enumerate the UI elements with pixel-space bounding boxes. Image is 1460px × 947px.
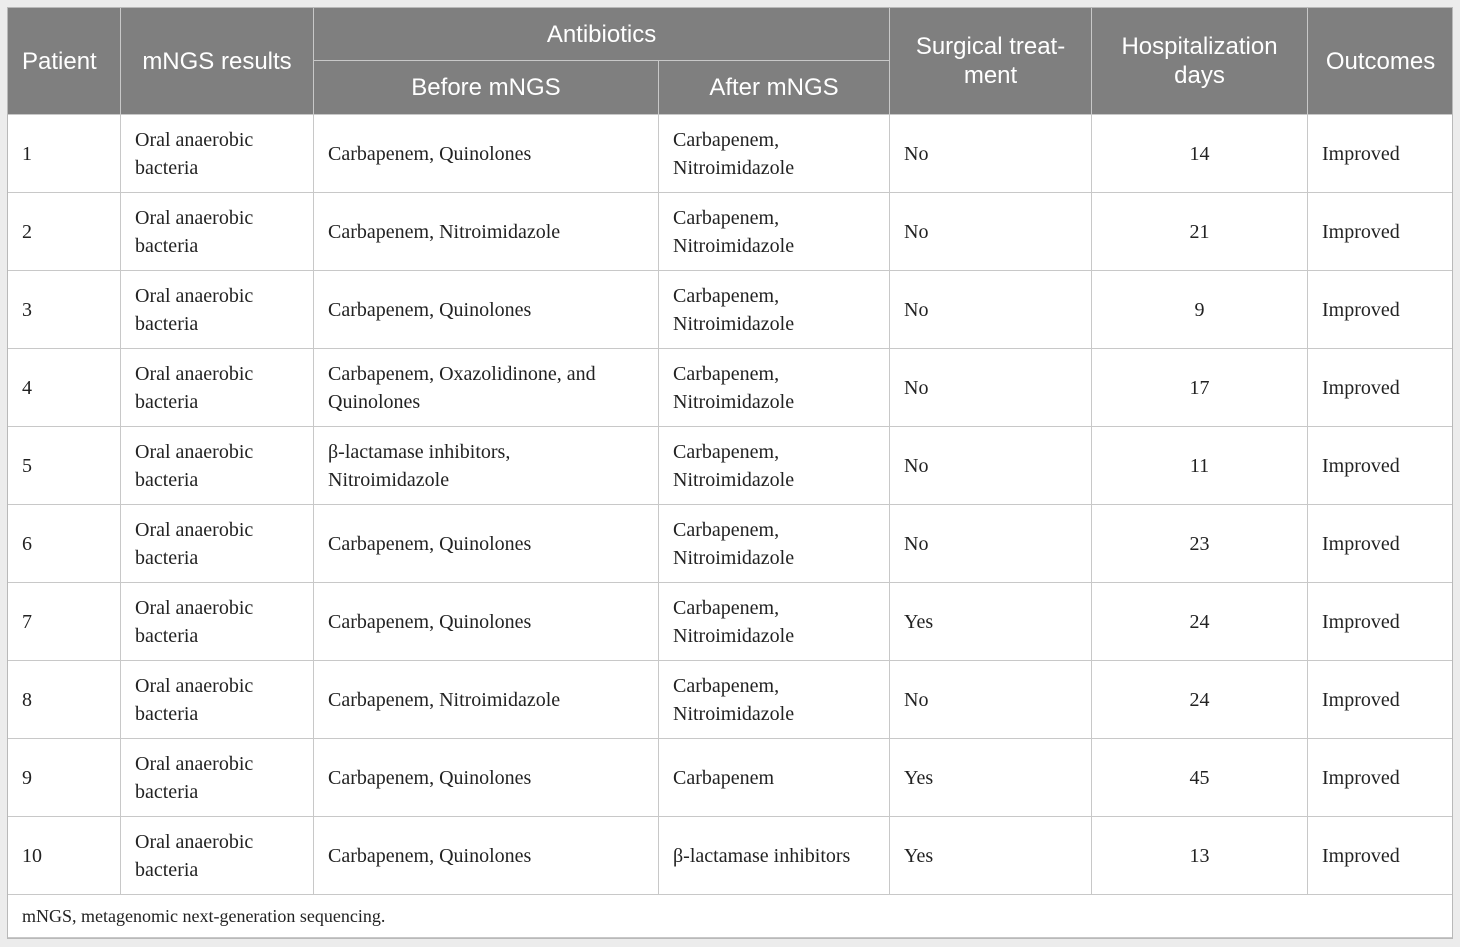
cell-surgical-treatment [890,349,1092,427]
cell-after-mngs-text: Carbapenem, [673,284,780,307]
cell-outcome-text: Improved [1322,376,1400,399]
cell-outcome-text: Improved [1322,688,1400,711]
cell-hospitalization-days [1092,505,1308,583]
cell-patient [8,505,121,583]
cell-surgical-treatment [890,583,1092,661]
cell-surgical-treatment-text: Yes [904,610,934,633]
cell-after-mngs-text: Carbapenem, [673,674,780,697]
cell-hospitalization-days [1092,349,1308,427]
cell-mngs-results-text: bacteria [135,156,199,179]
cell-before-mngs-text: Carbapenem, Quinolones [328,610,532,633]
cell-mngs-results-text: bacteria [135,468,199,491]
cell-outcome [1308,427,1453,505]
table-row [8,817,1454,895]
cell-outcome [1308,271,1453,349]
header-antibiotics: Antibiotics [314,8,890,61]
cell-mngs-results-text: bacteria [135,234,199,257]
table-footnote: mNGS, metagenomic next-generation sequencing. [8,895,1454,938]
cell-surgical-treatment [890,661,1092,739]
cell-surgical-treatment [890,817,1092,895]
cell-after-mngs-text: Nitroimidazole [673,468,795,491]
cell-after-mngs [659,817,890,895]
cell-after-mngs-text: Carbapenem, [673,206,780,229]
cell-hospitalization-days-text: 45 [1189,766,1210,789]
cell-after-mngs-text: Nitroimidazole [673,156,795,179]
cell-outcome-text: Improved [1322,844,1400,867]
cell-hospitalization-days [1092,115,1308,193]
cell-mngs-results [121,505,314,583]
cell-surgical-treatment-text: Yes [904,766,934,789]
cell-hospitalization-days [1092,661,1308,739]
cell-surgical-treatment [890,739,1092,817]
cell-patient-text: 6 [22,532,32,555]
cell-surgical-treatment [890,427,1092,505]
cell-hospitalization-days-text: 24 [1189,610,1210,633]
cell-patient [8,427,121,505]
cell-mngs-results-text: Oral anaerobic [135,284,254,307]
table-row [8,271,1454,349]
cell-before-mngs [314,661,659,739]
cell-patient-text: 5 [22,454,32,477]
cell-hospitalization-days [1092,427,1308,505]
cell-after-mngs [659,271,890,349]
cell-before-mngs-text: β-lactamase inhibitors, [328,440,511,463]
cell-after-mngs [659,583,890,661]
cell-mngs-results-text: bacteria [135,780,199,803]
cell-before-mngs-text: Quinolones [328,390,421,413]
cell-patient [8,349,121,427]
cell-after-mngs-text: β-lactamase inhibitors [673,844,851,867]
cell-hospitalization-days-text: 21 [1189,220,1210,243]
cell-hospitalization-days [1092,193,1308,271]
cell-outcome [1308,739,1453,817]
cell-patient-text: 9 [22,766,32,789]
cell-mngs-results-text: bacteria [135,624,199,647]
cell-before-mngs-text: Carbapenem, Nitroimidazole [328,220,561,243]
cell-surgical-treatment-text: Yes [904,844,934,867]
cell-hospitalization-days-text: 13 [1189,844,1210,867]
header-outcomes: Outcomes [1308,8,1453,115]
cell-patient [8,817,121,895]
cell-after-mngs [659,661,890,739]
header-hosp-line1: Hospitalization [1121,33,1278,60]
cell-after-mngs-text: Carbapenem, [673,440,780,463]
cell-mngs-results-text: bacteria [135,702,199,725]
table-row [8,349,1454,427]
cell-patient-text: 8 [22,688,32,711]
table-row [8,583,1454,661]
cell-surgical-treatment [890,115,1092,193]
cell-before-mngs [314,193,659,271]
cell-mngs-results [121,739,314,817]
cell-mngs-results-text: Oral anaerobic [135,752,254,775]
cell-before-mngs-text: Carbapenem, Quinolones [328,766,532,789]
cell-after-mngs [659,739,890,817]
cell-after-mngs-text: Nitroimidazole [673,702,795,725]
cell-outcome-text: Improved [1322,532,1400,555]
header-hosp-line2: days [1174,62,1225,89]
cell-mngs-results [121,349,314,427]
cell-surgical-treatment-text: No [904,376,929,399]
header-surgical-treatment [890,8,1092,115]
cell-outcome-text: Improved [1322,766,1400,789]
table-row [8,739,1454,817]
cell-patient-text: 3 [22,298,32,321]
cell-hospitalization-days-text: 17 [1189,376,1210,399]
cell-hospitalization-days-text: 14 [1189,142,1210,165]
cell-patient-text: 10 [22,844,42,867]
cell-after-mngs-text: Carbapenem, [673,128,780,151]
cell-patient [8,271,121,349]
cell-before-mngs [314,349,659,427]
cell-surgical-treatment-text: No [904,220,929,243]
cell-before-mngs-text: Carbapenem, Nitroimidazole [328,688,561,711]
cell-after-mngs-text: Nitroimidazole [673,546,795,569]
cell-after-mngs-text: Nitroimidazole [673,312,795,335]
cell-patient-text: 4 [22,376,32,399]
cell-outcome-text: Improved [1322,454,1400,477]
header-after-mngs: After mNGS [659,61,890,115]
cell-patient [8,661,121,739]
cell-patient [8,115,121,193]
cell-before-mngs [314,817,659,895]
cell-outcome [1308,817,1453,895]
cell-before-mngs [314,115,659,193]
cell-after-mngs-text: Carbapenem, [673,362,780,385]
cell-mngs-results-text: bacteria [135,858,199,881]
cell-hospitalization-days-text: 23 [1189,532,1210,555]
cell-before-mngs-text: Nitroimidazole [328,468,450,491]
cell-outcome [1308,193,1453,271]
cell-outcome [1308,661,1453,739]
cell-before-mngs-text: Carbapenem, Quinolones [328,142,532,165]
cell-surgical-treatment [890,193,1092,271]
cell-outcome-text: Improved [1322,298,1400,321]
cell-after-mngs-text: Carbapenem, [673,596,780,619]
table-frame [7,7,1453,939]
header-surgical-line1: Surgical treat- [915,33,1066,60]
cell-mngs-results-text: Oral anaerobic [135,830,254,853]
cell-patient-text: 1 [22,142,32,165]
cell-patient [8,193,121,271]
cell-before-mngs-text: Carbapenem, Oxazolidinone, and [328,362,596,385]
cell-outcome-text: Improved [1322,142,1400,165]
header-patient: Patient [8,8,121,115]
cell-mngs-results-text: Oral anaerobic [135,362,254,385]
cell-mngs-results [121,661,314,739]
cell-after-mngs-text: Carbapenem, [673,518,780,541]
cell-outcome-text: Improved [1322,220,1400,243]
cell-patient [8,739,121,817]
cell-after-mngs [659,505,890,583]
header-mngs-results: mNGS results [121,8,314,115]
cell-hospitalization-days [1092,583,1308,661]
cell-hospitalization-days-text: 11 [1189,454,1210,477]
cell-mngs-results-text: Oral anaerobic [135,128,254,151]
cell-after-mngs-text: Carbapenem [673,766,775,789]
table-row [8,193,1454,271]
cell-outcome-text: Improved [1322,610,1400,633]
cell-outcome [1308,505,1453,583]
cell-mngs-results [121,115,314,193]
cell-mngs-results-text: Oral anaerobic [135,596,254,619]
header-surgical-line2: ment [963,62,1018,89]
cell-mngs-results-text: Oral anaerobic [135,206,254,229]
cell-before-mngs-text: Carbapenem, Quinolones [328,844,532,867]
table-row [8,505,1454,583]
cell-surgical-treatment-text: No [904,298,929,321]
cell-mngs-results-text: bacteria [135,312,199,335]
cell-after-mngs [659,193,890,271]
cell-hospitalization-days [1092,817,1308,895]
cell-mngs-results [121,193,314,271]
cell-hospitalization-days-text: 9 [1194,298,1205,321]
cell-mngs-results [121,817,314,895]
cell-outcome [1308,115,1453,193]
cell-before-mngs-text: Carbapenem, Quinolones [328,298,532,321]
cell-surgical-treatment-text: No [904,142,929,165]
table-header [8,8,1454,115]
cell-surgical-treatment [890,271,1092,349]
cell-surgical-treatment-text: No [904,688,929,711]
cell-before-mngs [314,427,659,505]
cell-hospitalization-days-text: 24 [1189,688,1210,711]
cell-after-mngs [659,349,890,427]
table-row [8,427,1454,505]
cell-before-mngs [314,505,659,583]
cell-mngs-results-text: bacteria [135,390,199,413]
cell-after-mngs-text: Nitroimidazole [673,234,795,257]
cell-mngs-results [121,583,314,661]
cell-after-mngs [659,427,890,505]
cell-after-mngs-text: Nitroimidazole [673,390,795,413]
cell-after-mngs-text: Nitroimidazole [673,624,795,647]
cell-hospitalization-days [1092,739,1308,817]
cell-mngs-results-text: Oral anaerobic [135,440,254,463]
cell-mngs-results-text: bacteria [135,546,199,569]
cell-before-mngs [314,583,659,661]
cell-outcome [1308,349,1453,427]
cell-patient [8,583,121,661]
cell-surgical-treatment-text: No [904,454,929,477]
data-table [7,7,1453,938]
cell-surgical-treatment-text: No [904,532,929,555]
cell-mngs-results [121,427,314,505]
cell-mngs-results-text: Oral anaerobic [135,518,254,541]
cell-hospitalization-days [1092,271,1308,349]
table-body [8,115,1454,895]
cell-outcome [1308,583,1453,661]
cell-surgical-treatment [890,505,1092,583]
table-row [8,661,1454,739]
header-hospitalization-days [1092,8,1308,115]
cell-patient-text: 2 [22,220,32,243]
cell-mngs-results-text: Oral anaerobic [135,674,254,697]
table-row [8,115,1454,193]
cell-before-mngs-text: Carbapenem, Quinolones [328,532,532,555]
header-before-mngs: Before mNGS [314,61,659,115]
cell-before-mngs [314,739,659,817]
cell-mngs-results [121,271,314,349]
cell-after-mngs [659,115,890,193]
cell-patient-text: 7 [22,610,32,633]
cell-before-mngs [314,271,659,349]
